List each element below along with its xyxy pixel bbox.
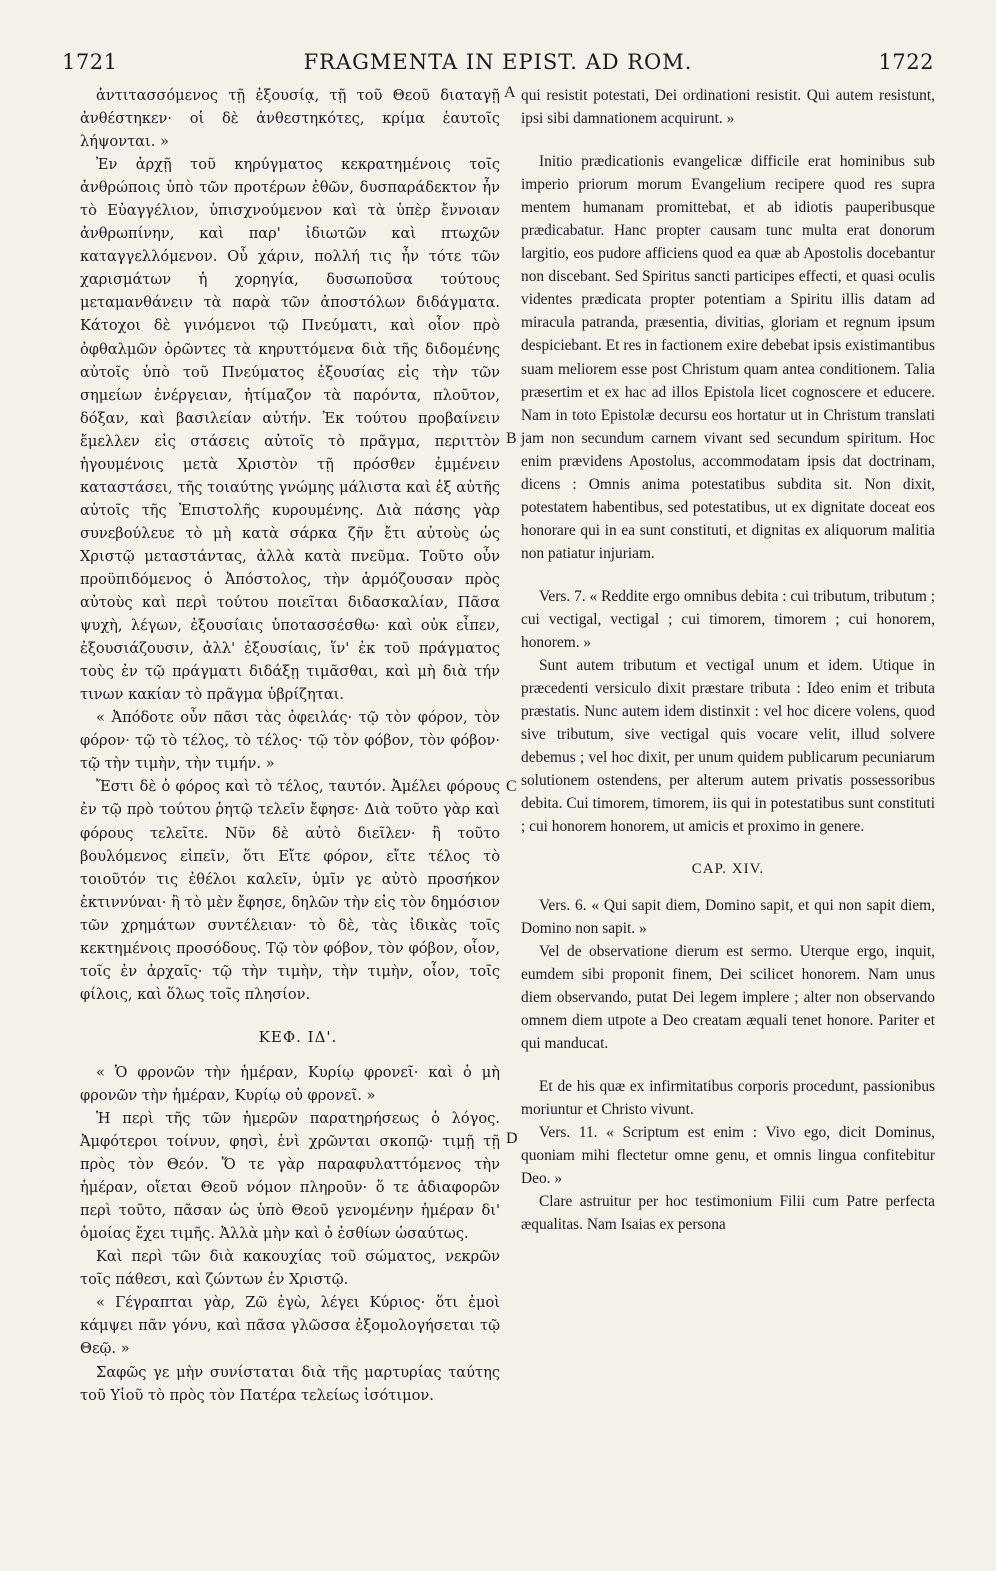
greek-column bbox=[80, 84, 500, 1407]
margin-marker-b: B bbox=[506, 430, 517, 447]
paragraph: Ἔστι δὲ ὁ φόρος καὶ τὸ τέλος, ταυτόν. Ἀμέλει φόρους ἐν τῷ πρὸ τούτου ῥητῷ τελεῖν ἔφησε· Διὰ τοῦτο γὰρ καὶ φόρους τελεῖτε. Νῦν δὲ αὐτὸ διεῖλεν· ἢ τοῦτο βουλόμενος εἰπεῖν, ὅτι Εἴτε φόρον, εἴτε τέλος τὸ τοιοῦτόν τις ἐθέλοι καλεῖν, ὑμῖν γε αὐτὸ προσήκον ἐκτιννύναι· ἢ τὸ μὲν ἔφησε, δηλῶν τὴν εἰς τὸν δημόσιον τῶν χρημάτων συντέλειαν· τὸ δὲ, τὰς ἰδικὰς τοῖς κεκτημένοις προσόδους. Τῷ τὸν φόβον, τὸν φόβον, οἷον, τοῖς ἐν ἀρχαῖς· τῷ τὴν τιμὴν, τὴν τιμὴν, οἷον, τοῖς φίλοις, καὶ ὅλως τοῖς πλησίον. bbox=[80, 778, 500, 1003]
paragraph: Vel de observatione dierum est sermo. Uterque ergo, inquit, eumdem sibi proponit finem, Dei scilicet honorem. Nam unus diem observando, putat Dei legem implere ; alter non observando omnem diem utpote a Deo creatam æquali tenet honore. Pariter et qui manducat. bbox=[521, 942, 935, 1052]
paragraph: Initio prædicationis evangelicæ difficile erat hominibus sub imperio priorum morum Evangelium recipere quod res supra mentem humanam promittebat, et ab idiotis pauperibusque prædicabatur. Hanc propter causam tunc multa erat donorum largitio, eos pudore afficiens quod ea quæ ab Apostolis docebantur non discebant. Sed Spiritus sancti participes effecti, et quasi oculis videntes prædicata propter potentiam a Spiritu illis datam ad miracula patranda, præsentia, divitias, gloriam et regnum ipsum despiciebant. Et res in factionem exire debebat ipsis existimantibus suam meliorem esse post Christum quam antea conditionem. Talia præsertim et ex hac ad illos Epistola licet cognoscere et educere. Nam in toto Epistolæ decursu eos hortatur ut in Christum translati jam non secundum carnem vivant sed secundum spiritum. Hoc enim prævidens Apostolus, accommodatam ipsis dat doctrinam, dicens : Omnis anima potestatibus subdita sit. Non dixit, potestatem habentibus, sed potestatibus, ut ex dignitate doceat eos honorare qui in ea sunt constituti, et dignitas ex aliquorum malitia non patiatur injuriam. bbox=[521, 153, 935, 562]
paragraph: Σαφῶς γε μὴν συνίσταται διὰ τῆς μαρτυρίας ταύτης τοῦ Υἱοῦ τὸ πρὸς τὸν Πατέρα τελείως ἰσότιμον. bbox=[80, 1363, 500, 1404]
paragraph: Vers. 7. « Reddite ergo omnibus debita : cui tributum, tributum ; cui vectigal, vectigal ; cui timorem, timorem ; cui honorem, honorem. » bbox=[521, 587, 935, 652]
page-number-left: 1721 bbox=[62, 50, 118, 74]
paragraph: Clare astruitur per hoc testimonium Filii cum Patre perfecta æqualitas. Nam Isaias ex persona bbox=[521, 1193, 935, 1234]
page-number-right: 1722 bbox=[878, 50, 934, 74]
paragraph: ἀντιτασσόμενος τῇ ἐξουσίᾳ, τῇ τοῦ Θεοῦ διαταγῇ ἀνθέστηκεν· οἱ δὲ ἀνθεστηκότες, κρίμα ἑαυτοῖς λήψονται. » bbox=[80, 87, 500, 151]
paragraph: Et de his quæ ex infirmitatibus corporis procedunt, passionibus moriuntur et Christo vivunt. bbox=[521, 1077, 935, 1118]
paragraph: Ἐν ἀρχῇ τοῦ κηρύγματος κεκρατημένοις τοῖς ἀνθρώποις ὑπὸ τῶν προτέρων ἐθῶν, δυσπαράδεκτον ἦν τὸ Εὐαγγέλιον, ὑπισχνούμενον καὶ τὰ ὑπὲρ ἔννοιαν ἀνθρωπίνην, καὶ παρ' ἰδιωτῶν καὶ πτωχῶν καταγγελλόμενον. Οὗ χάριν, πολλή τις ἦν τότε τῶν χαρισμάτων ἡ χορηγία, δυσωποῦσα τούτους μεταμανθάνειν τὰ παρὰ τῶν ἀποστόλων διδάγματα. Κάτοχοι δὲ γινόμενοι τῷ Πνεύματι, καὶ οἷον πρὸ ὀφθαλμῶν ὁρῶντες τὰ κηρυττόμενα διὰ τῆς διδομένης αὐτοῖς ὑπὸ τοῦ Πνεύματος ἐξουσίας εἰς τὴν τῶν σημείων ἐνέργειαν, ἠτίμαζον τὰ παρόντα, πλοῦτον, δόξαν, καὶ βασιλείαν αὐτήν. Ἐκ τούτου προβαίνειν ἔμελλεν εἰς στάσεις αὐτοῖς τὸ πρᾶγμα, περιττὸν ἡγουμένοις μετὰ Χριστὸν τῇ πρόσθεν ἐμμένειν καταστάσει, τῆς τοιαύτης γνώμης μάλιστα καὶ ἐξ αὐτῆς αὐτοῖς τῆς Ἐπιστολῆς κυρουμένης. Διὰ πάσης γὰρ συνεβούλευε τὸ μὴ κατὰ σάρκα ζῆν ἔτι αὐτοὺς ὡς Χριστῷ μεταστάντας, ἀλλὰ κατὰ πνεῦμα. Τοῦτο οὖν προϋπιδόμενος ὁ Ἀπόστολος, τὴν ἁρμόζουσαν πρὸς αὐτοὺς καὶ περὶ τούτου ποιεῖται διδασκαλίαν, Πᾶσα ψυχὴ, λέγων, ἐξουσίαις ὑποτασσέσθω· καὶ οὐκ εἶπεν, ἐξουσιάζουσιν, ἀλλ' ἐξουσίαις, ἵν' ἐκ τοῦ πράγματος τοὺς ἐν τῷ πράγματι διδάξῃ τιμᾶσθαι, καὶ μὴ διὰ τήν τινων κακίαν τὸ πρᾶγμα ὑβρίζηται. bbox=[80, 156, 500, 704]
latin-column bbox=[521, 84, 935, 1236]
paragraph: Ἡ περὶ τῆς τῶν ἡμερῶν παρατηρήσεως ὁ λόγος. Ἀμφότεροι τοίνυν, φησὶ, ἑνὶ χρῶνται σκοπῷ· τιμῇ τῇ πρὸς τὸν Θεόν. Ὅ τε γὰρ παραφυλαττόμενος τὴν ἡμέραν, οἴεται Θεοῦ νόμον πληροῦν· ὅ τε ἀδιαφορῶν περὶ τοῦτο, πᾶσαν ὡς ὑπὸ Θεοῦ γενομένην ἡμέραν δι' ὁμοίας ἔχει τιμῆς. Ἀλλὰ μὴν καὶ ὁ ἐσθίων ὡσαύτως. bbox=[80, 1110, 500, 1243]
paragraph: Καὶ περὶ τῶν διὰ κακουχίας τοῦ σώματος, νεκρῶν τοῖς πάθεσι, καὶ ζώντων ἐν Χριστῷ. bbox=[80, 1248, 500, 1289]
paragraph: Vers. 6. « Qui sapit diem, Domino sapit, et qui non sapit diem, Domino non sapit. » bbox=[521, 896, 935, 937]
page-header bbox=[62, 50, 934, 84]
paragraph: « Ὁ φρονῶν τὴν ἡμέραν, Κυρίῳ φρονεῖ· καὶ ὁ μὴ φρονῶν τὴν ἡμέραν, Κυρίῳ οὐ φρονεῖ. » bbox=[80, 1063, 500, 1104]
paragraph: Vers. 11. « Scriptum est enim : Vivo ego, dicit Dominus, quoniam mihi flectetur omne genu, et omnis lingua confitebitur Deo. » bbox=[521, 1123, 935, 1188]
margin-marker-d: D bbox=[506, 1130, 518, 1147]
margin-marker-c: C bbox=[506, 778, 517, 795]
paragraph: Sunt autem tributum et vectigal unum et idem. Utique in præcedenti versiculo dixit præstare tributa : Ideo enim et tributa præstatis. Nunc autem idem distinxit : vel hoc dicere volens, quod sive tributum, sive vectigal quis vocare velit, illud solvere debemus ; vel hoc dixit, per unum quidem publicarum pecuniarum solutionem ostendens, per alterum autem privatis possessoribus debita. Cui timorem, timorem, iis qui in potestatibus sunt constituti ; cui honorem honorem, ut amicis et proximo in genere. bbox=[521, 657, 935, 836]
running-title: FRAGMENTA IN EPIST. AD ROM. bbox=[303, 50, 693, 74]
paragraph: « Γέγραπται γὰρ, Ζῶ ἐγὼ, λέγει Κύριος· ὅτι ἐμοὶ κάμψει πᾶν γόνυ, καὶ πᾶσα γλῶσσα ἐξομολογήσεται τῷ Θεῷ. » bbox=[80, 1294, 500, 1358]
paragraph: qui resistit potestati, Dei ordinationi resistit. Qui autem resistunt, ipsi sibi damnationem acquirunt. » bbox=[521, 87, 935, 128]
margin-marker-a: A bbox=[504, 84, 516, 101]
chapter-heading: ΚΕΦ. ΙΔ'. bbox=[258, 1027, 338, 1046]
paragraph: « Ἀπόδοτε οὖν πᾶσι τὰς ὀφειλάς· τῷ τὸν φόρον, τὸν φόρον· τῷ τὸ τέλος, τὸ τέλος· τῷ τὸν φόβον, τὸν φόβον· τῷ τὴν τιμὴν, τὴν τιμήν. » bbox=[80, 709, 500, 773]
chapter-heading: CAP. XIV. bbox=[691, 861, 765, 878]
